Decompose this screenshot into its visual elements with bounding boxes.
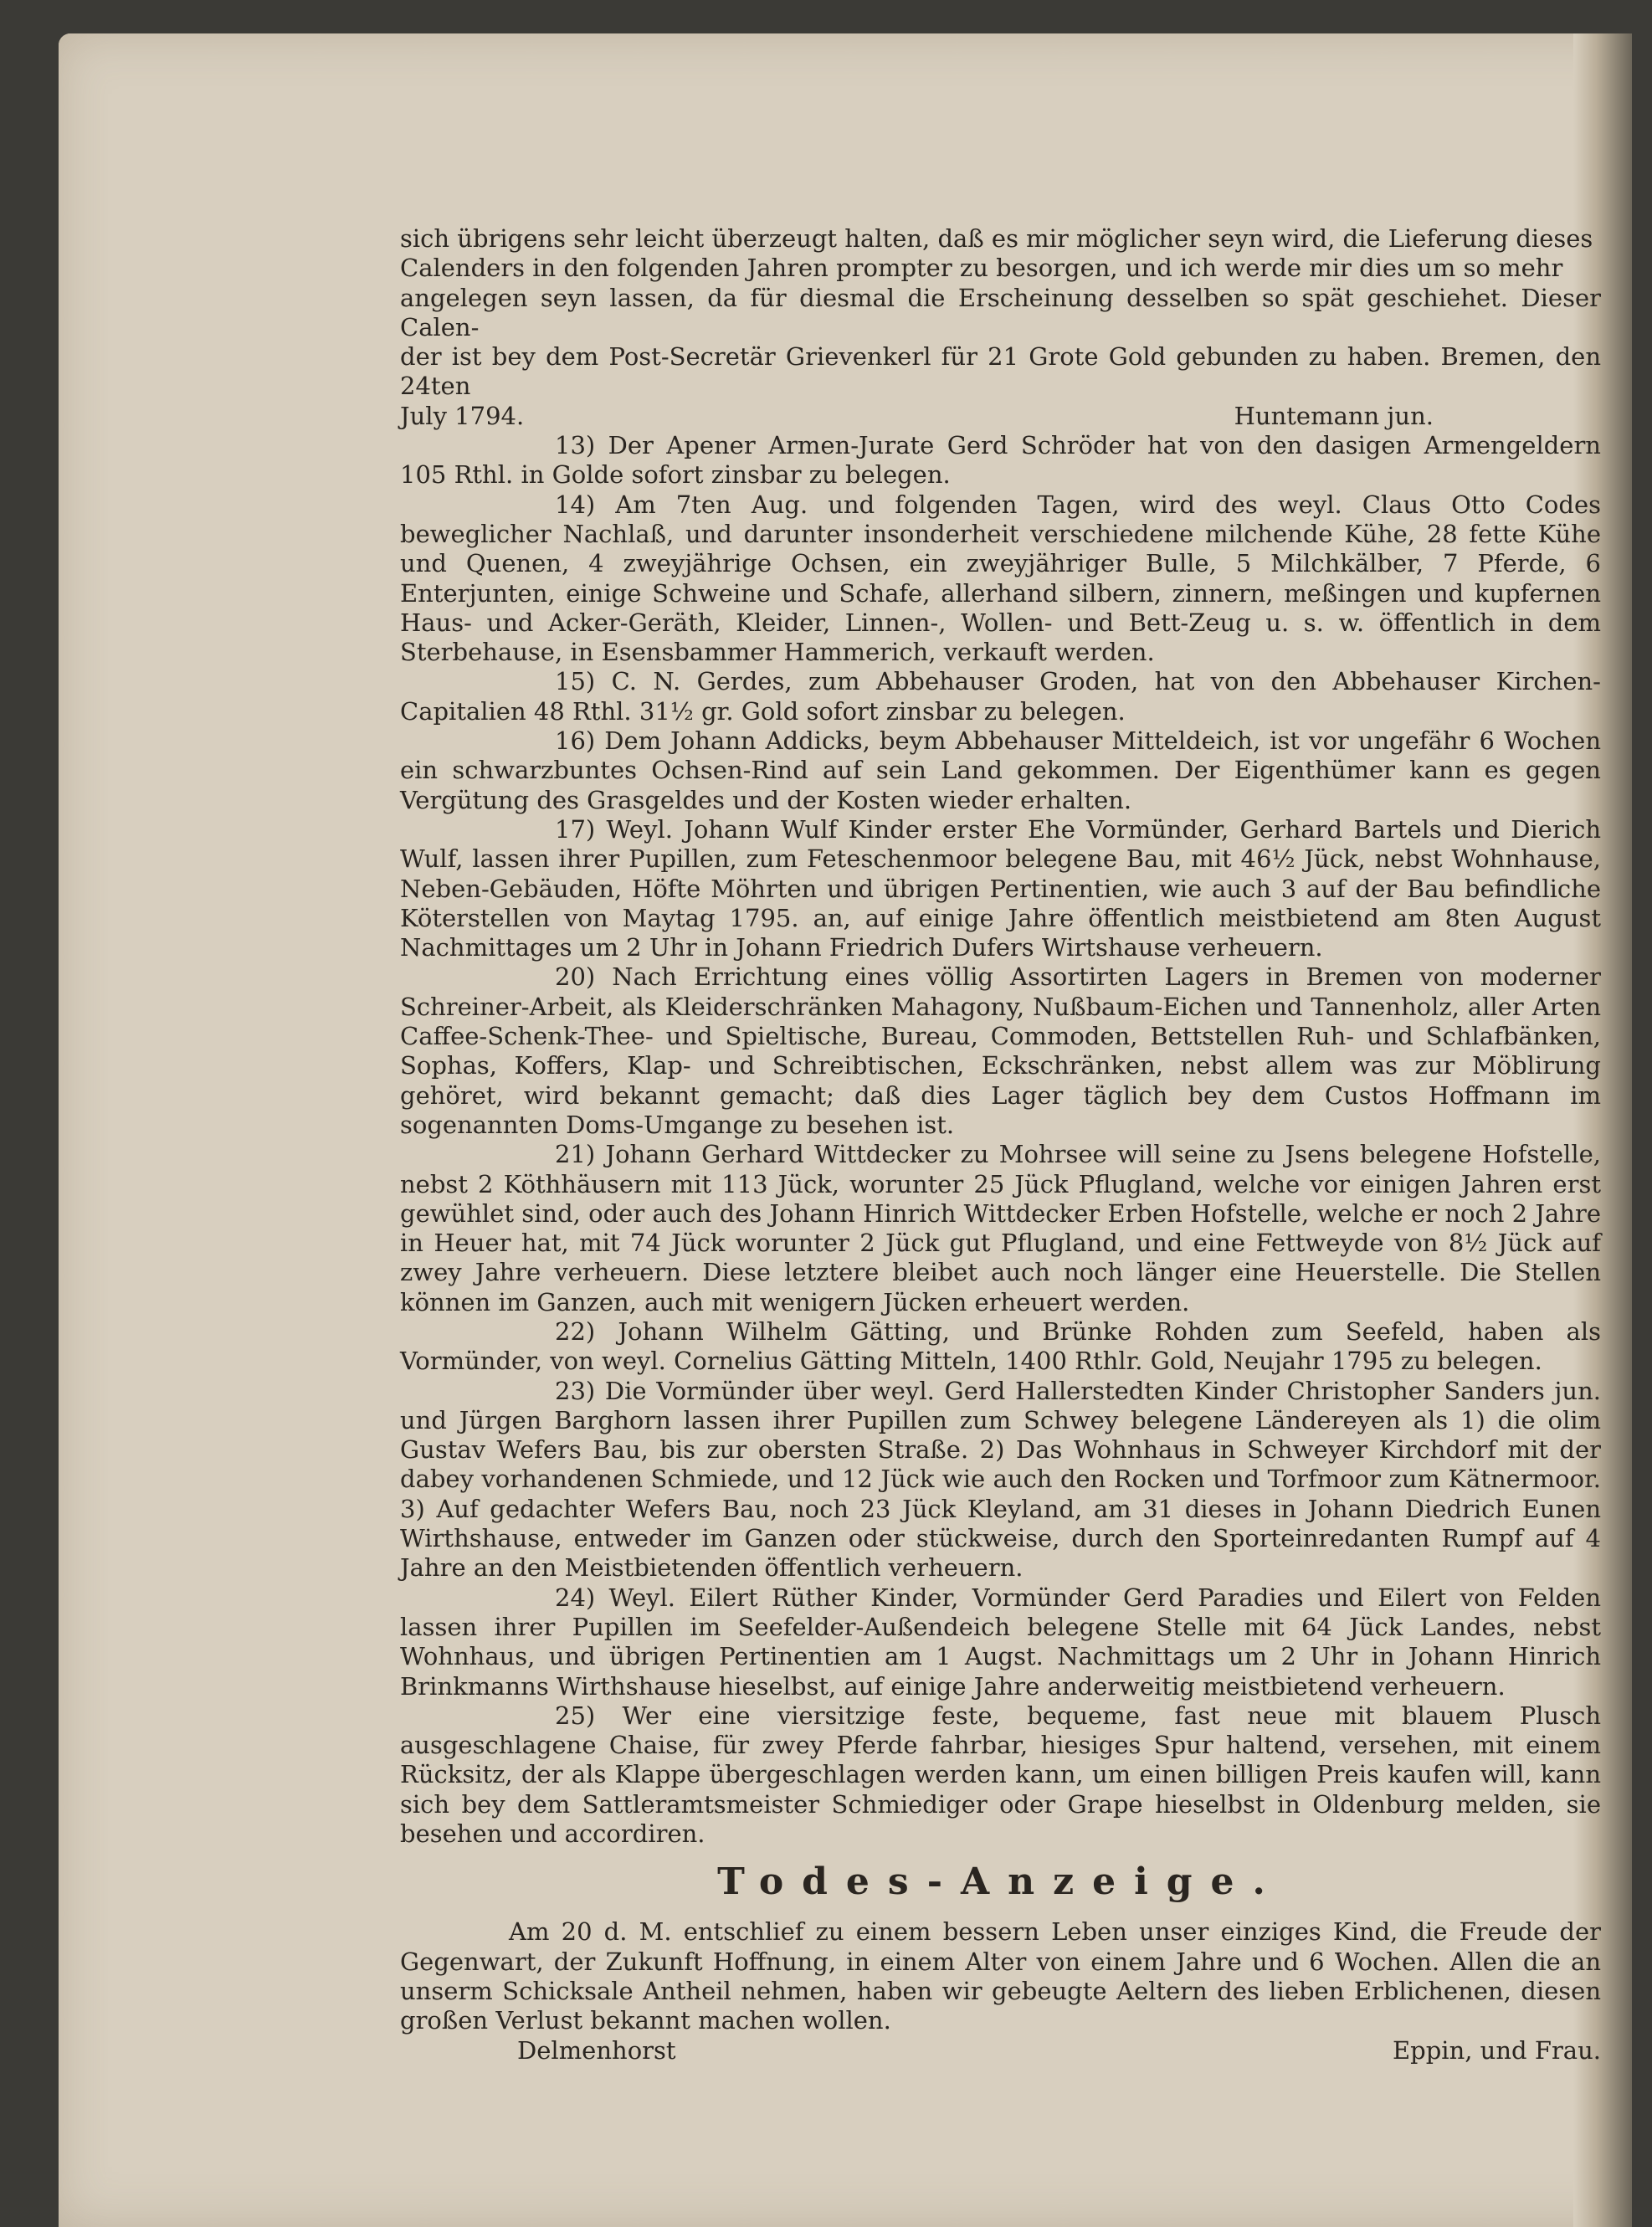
notice-25: 25) Wer eine viersitzige feste, bequeme, fast neue mit blauem Plusch ausgeschlagene Chaise, für zwey Pferde fahrbar, hiesiges Spur haltend, versehen, mit einem Rücksitz, der als Klappe übergeschlagen werden kann, um einen billigen Preis kaufen will, kann sich bey dem Sattleramtsmeister Schmiediger oder Grape hieselbst in Oldenburg melden, sie besehen und accordiren. bbox=[400, 1701, 1601, 1849]
death-notice-text: Am 20 d. M. entschlief zu einem bessern Leben unser einziges Kind, die Freude der Gegenwart, der Zukunft Hoffnung, in einem Alter von einem Jahre und 6 Wochen. Allen die an unserm Schicksale Antheil nehmen, haben wir gebeugte Aeltern des lieben Erblichenen, diesen großen Verlust bekannt machen wollen. bbox=[400, 1917, 1601, 2035]
notice-24: 24) Weyl. Eilert Rüther Kinder, Vormünder Gerd Paradies und Eilert von Felden lassen ihrer Pupillen im Seefelder-Außendeich belegene Stelle mit 64 Jück Landes, nebst Wohnhaus, und übrigen Pertinentien am 1 Augst. Nachmittags um 2 Uhr in Johann Hinrich Brinkmanns Wirthshause hieselbst, auf einige Jahre anderweitig meistbietend verheuern. bbox=[400, 1583, 1601, 1701]
notice-22: 22) Johann Wilhelm Gätting, und Brünke Rohden zum Seefeld, haben als Vormünder, von weyl. Cornelius Gätting Mitteln, 1400 Rthlr. Gold, Neujahr 1795 zu belegen. bbox=[400, 1316, 1601, 1376]
notice-21: 21) Johann Gerhard Wittdecker zu Mohrsee will seine zu Jsens belegene Hofstelle, nebst 2 Köthhäusern mit 113 Jück, worunter 25 Jück Pflugland, welche vor einigen Jahren erst gewühlet sind, oder auch des Johann Hinrich Wittdecker Erben Hofstelle, welche er noch 2 Jahre in Heuer hat, mit 74 Jück worunter 2 Jück gut Pflugland, und eine Fettweyde von 8½ Jück auf zwey Jahre verheuern. Diese letztere bleibet auch noch länger eine Heuerstelle. Die Stellen können im Ganzen, auch mit wenigern Jücken erheuert werden. bbox=[400, 1140, 1601, 1316]
notice-13: 13) Der Apener Armen-Jurate Gerd Schröder hat von den dasigen Armengeldern 105 Rthl. in Golde sofort zinsbar zu belegen. bbox=[400, 431, 1601, 490]
date: July 1794. bbox=[400, 401, 525, 430]
signature: Huntemann jun. bbox=[1234, 401, 1434, 430]
death-notice-signature-line bbox=[400, 2036, 1601, 2065]
notice-23: 23) Die Vormünder über weyl. Gerd Hallerstedten Kinder Christopher Sanders jun. und Jürgen Barghorn lassen ihrer Pupillen zum Schwey belegene Ländereyen als 1) die olim Gustav Wefers Bau, bis zur obersten Straße. 2) Das Wohnhaus in Schweyer Kirchdorf mit der dabey vorhandenen Schmiede, und 12 Jück wie auch den Rocken und Torfmoor zum Kätnermoor. 3) Auf gedachter Wefers Bau, noch 23 Jück Kleyland, am 31 dieses in Johann Diedrich Eunen Wirthshause, entweder im Ganzen oder stückweise, durch den Sporteinredanten Rumpf auf 4 Jahre an den Meistbietenden öffentlich verheuern. bbox=[400, 1376, 1601, 1583]
article-text bbox=[400, 224, 1601, 2065]
death-signers: Eppin, und Frau. bbox=[1393, 2035, 1601, 2065]
intro-line: der ist bey dem Post-Secretär Grievenkerl für 21 Grote Gold gebunden zu haben. Bremen, den 24ten bbox=[400, 342, 1601, 401]
intro-line: angelegen seyn lassen, da für diesmal die Erscheinung desselben so spät geschiehet. Dieser Calen- bbox=[400, 283, 1601, 341]
intro-line: Calenders in den folgenden Jahren prompter zu besorgen, und ich werde mir dies um so mehr bbox=[400, 254, 1563, 283]
notice-20: 20) Nach Errichtung eines völlig Assortirten Lagers in Bremen von moderner Schreiner-Arbeit, als Kleiderschränken Mahagony, Nußbaum-Eichen und Tannenholz, aller Arten Caffee-Schenk-Thee- und Spieltische, Bureau, Commoden, Bettstellen Ruh- und Schlafbänken, Sophas, Koffers, Klap- und Schreibtischen, Eckschränken, nebst allem was zur Möblirung gehöret, wird bekannt gemacht; daß dies Lager täglich bey dem Custos Hoffmann im sogenannten Doms-Umgange zu besehen ist. bbox=[400, 962, 1601, 1139]
death-place: Delmenhorst bbox=[517, 2035, 676, 2065]
notice-16: 16) Dem Johann Addicks, beym Abbehauser Mitteldeich, ist vor ungefähr 6 Wochen ein schwarzbuntes Ochsen-Rind auf sein Land gekommen. Der Eigenthümer kann es gegen Vergütung des Grasgeldes und der Kosten wieder erhalten. bbox=[400, 726, 1601, 814]
notice-14: 14) Am 7ten Aug. und folgenden Tagen, wird des weyl. Claus Otto Codes beweglicher Nachlaß, und darunter insonderheit verschiedene milchende Kühe, 28 fette Kühe und Quenen, 4 zweyjährige Ochsen, ein zweyjähriger Bulle, 5 Milchkälber, 7 Pferde, 6 Enterjunten, einige Schweine und Schafe, allerhand silbern, zinnern, meßingen und kupfernen Haus- und Acker-Geräth, Kleider, Linnen-, Wollen- und Bett-Zeug u. s. w. öffentlich in dem Sterbehause, in Esensbammer Hammerich, verkauft werden. bbox=[400, 490, 1601, 667]
notice-17: 17) Weyl. Johann Wulf Kinder erster Ehe Vormünder, Gerhard Bartels und Dierich Wulf, lassen ihrer Pupillen, zum Feteschenmoor belegene Bau, mit 46½ Jück, nebst Wohnhause, Neben-Gebäuden, Höfte Möhrten und übrigen Pertinentien, wie auch 3 auf der Bau befindliche Köterstellen von Maytag 1795. an, auf einige Jahre öffentlich meistbietend am 8ten August Nachmittages um 2 Uhr in Johann Friedrich Dufers Wirtshause verheuern. bbox=[400, 814, 1601, 962]
date-signature-line bbox=[400, 402, 1601, 431]
intro-line: sich übrigens sehr leicht überzeugt halten, daß es mir möglicher seyn wird, die Lieferung dieses bbox=[400, 224, 1593, 253]
notice-15: 15) C. N. Gerdes, zum Abbehauser Groden, hat von den Abbehauser Kirchen-Capitalien 48 Rthl. 31½ gr. Gold sofort zinsbar zu belegen. bbox=[400, 667, 1601, 726]
death-notice-heading: Todes-Anzeige. bbox=[717, 1860, 1284, 1904]
